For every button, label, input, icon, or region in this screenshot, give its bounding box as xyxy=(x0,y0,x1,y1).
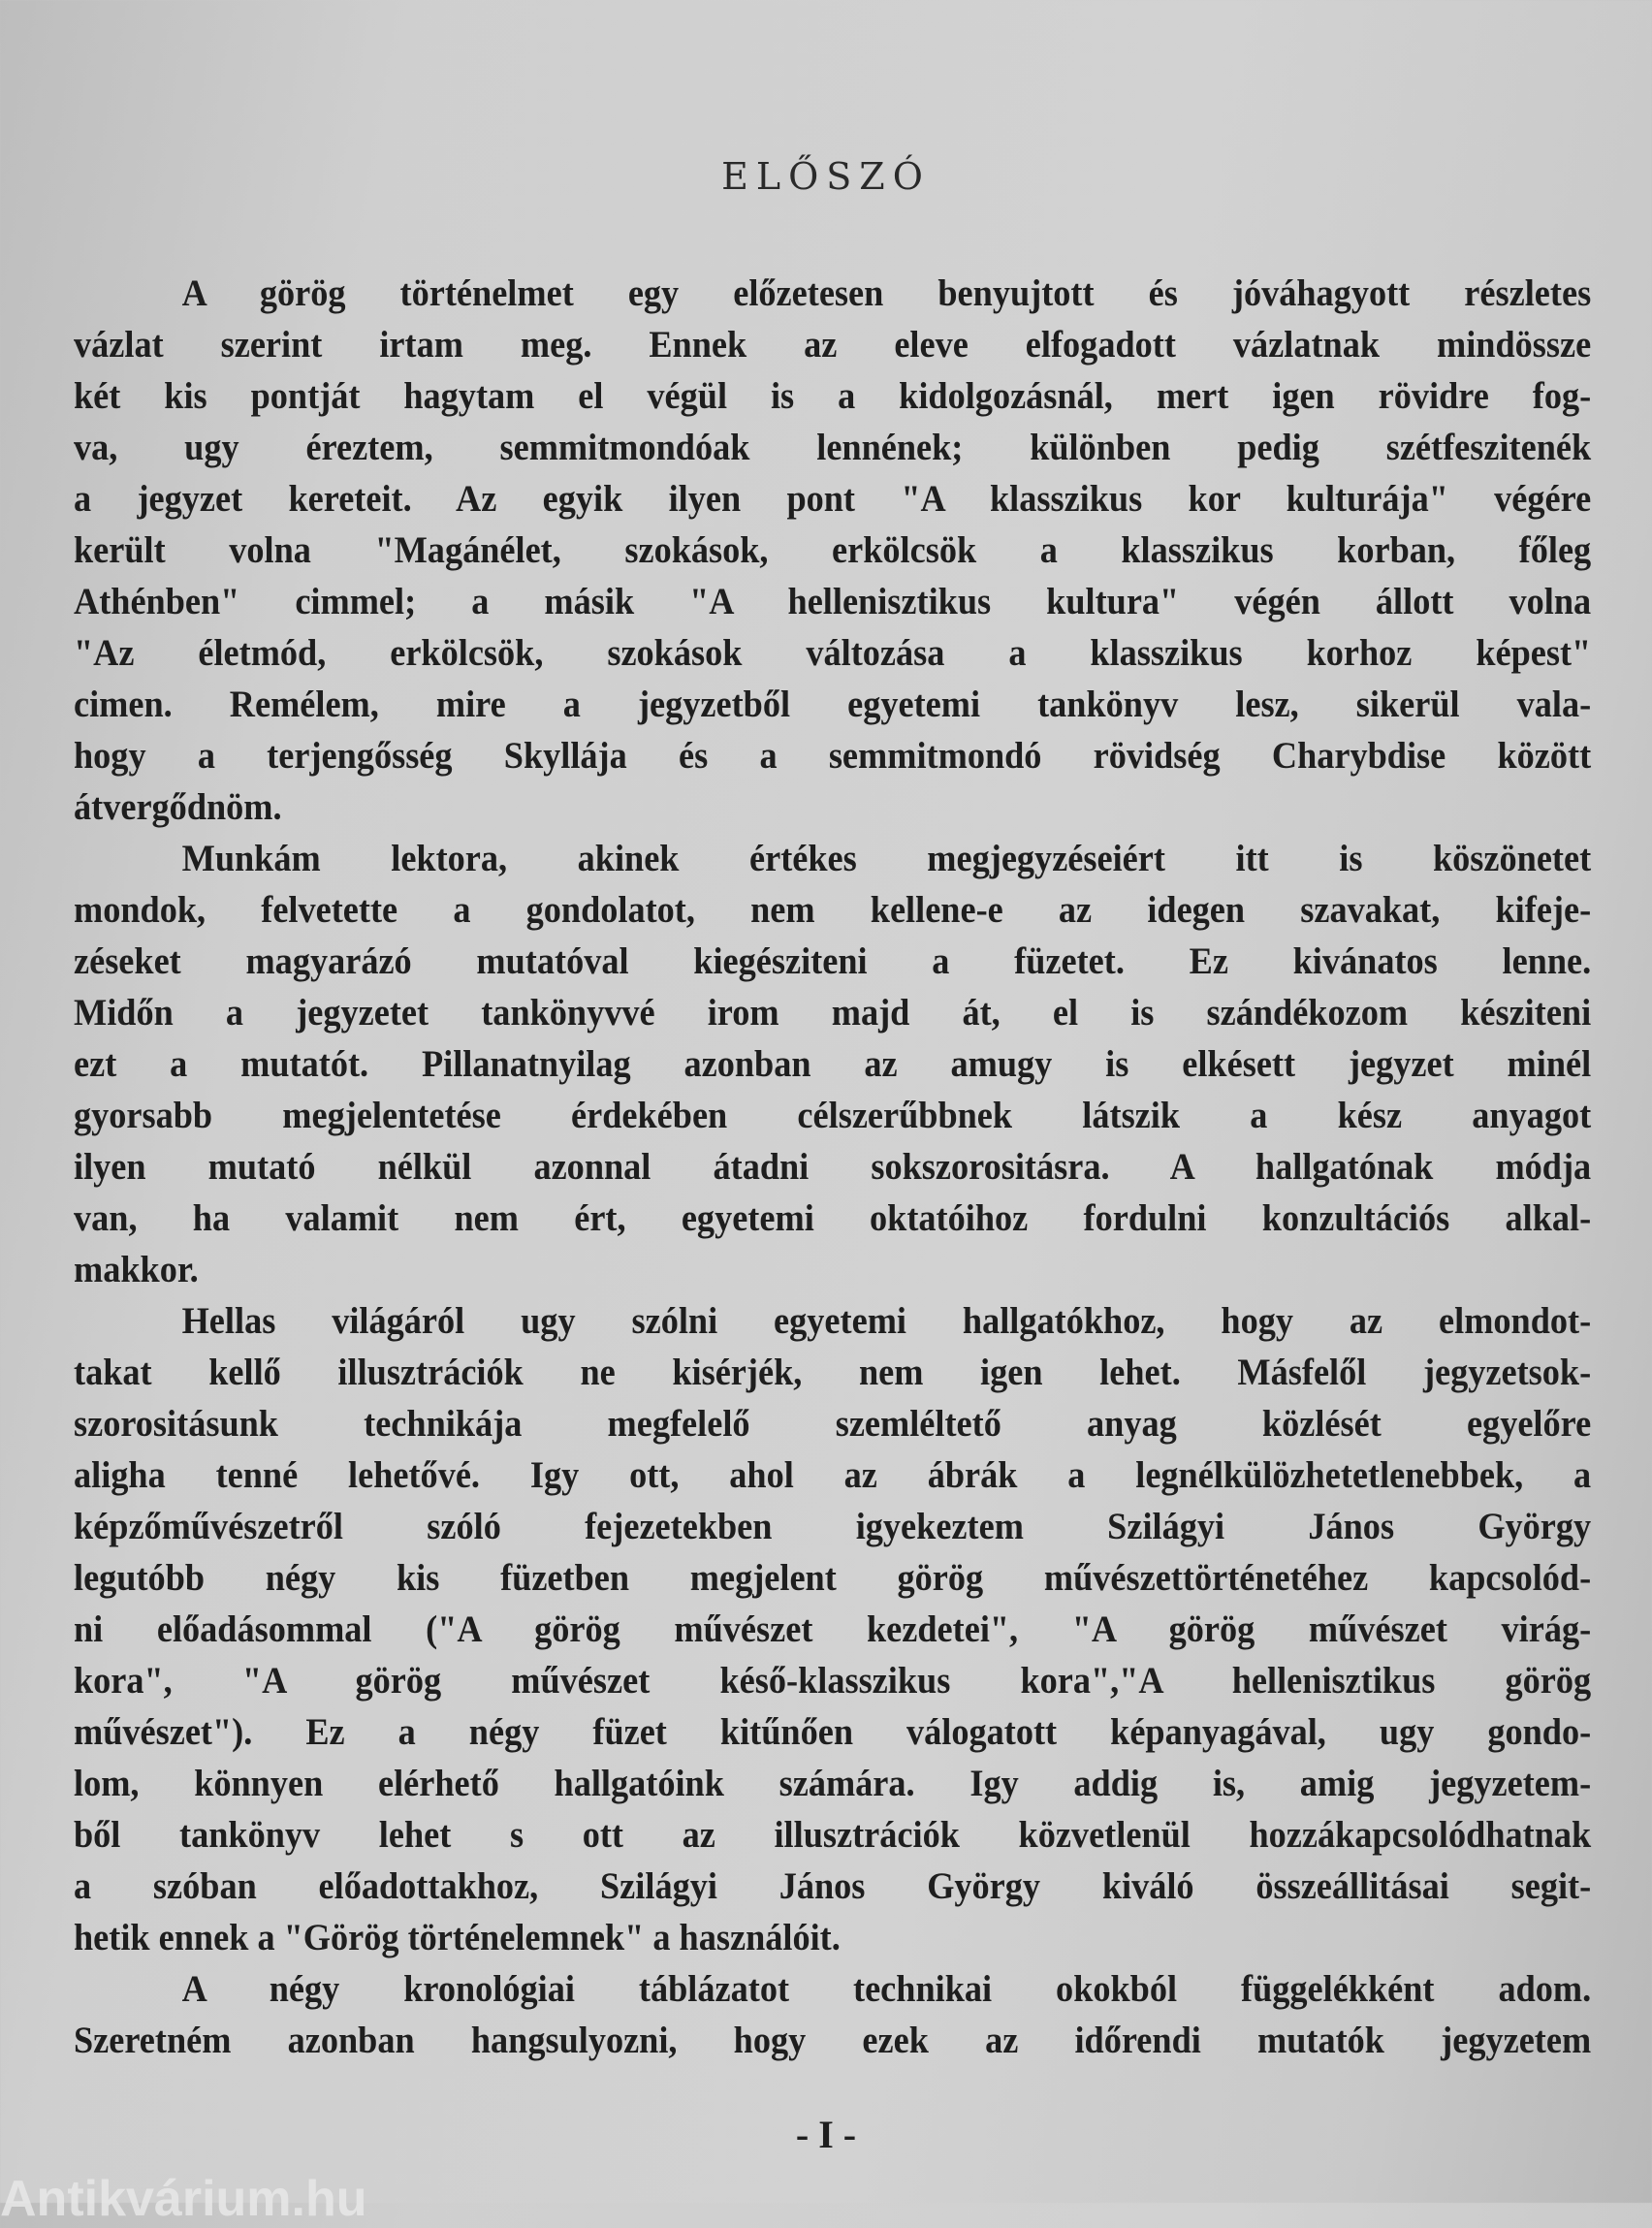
text-line: a szóban előadottakhoz, Szilágyi János György kiváló összeállitásai segit- xyxy=(74,1865,1592,1907)
text-line: makkor. xyxy=(74,1249,199,1290)
page-number: - I - xyxy=(795,2113,857,2156)
text-line: A görög történelmet egy előzetesen benyujtott és jóváhagyott részletes xyxy=(181,272,1592,314)
text-line: A négy kronológiai táblázatot technikai okokból függelékként adom. xyxy=(181,1968,1592,2010)
text-line: gyorsabb megjelentetése érdekében célszerűbbnek látszik a kész anyagot xyxy=(74,1095,1592,1136)
text-line: kora", "A görög művészet késő-klasszikus kora","A hellenisztikus görög xyxy=(74,1660,1592,1702)
text-line: lom, könnyen elérhető hallgatóink számára. Igy addig is, amig jegyzetem- xyxy=(74,1763,1592,1804)
text-line: Midőn a jegyzetet tankönyvvé irom majd át, el is szándékozom késziteni xyxy=(74,992,1592,1034)
text-line: takat kellő illusztrációk ne kisérjék, nem igen lehet. Másfelől jegyzetsok- xyxy=(74,1352,1592,1393)
watermark: Antikvárium.hu xyxy=(0,2171,367,2227)
text-line: került volna "Magánélet, szokások, erkölcsök a klasszikus korban, főleg xyxy=(74,529,1592,571)
text-line: mondok, felvetette a gondolatot, nem kellene-e az idegen szavakat, kifeje- xyxy=(74,889,1592,931)
text-line: Athénben" cimmel; a másik "A hellenisztikus kultura" végén állott volna xyxy=(74,581,1592,622)
text-line: képzőművészetről szóló fejezetekben igyekeztem Szilágyi János György xyxy=(74,1506,1592,1547)
text-line: ezt a mutatót. Pillanatnyilag azonban az amugy is elkésett jegyzet minél xyxy=(74,1043,1592,1085)
text-line: két kis pontját hagytam el végül is a kidolgozásnál, mert igen rövidre fog- xyxy=(74,375,1592,417)
text-line: vázlat szerint irtam meg. Ennek az eleve elfogadott vázlatnak mindössze xyxy=(74,324,1592,366)
document-body xyxy=(74,268,1591,2066)
text-line: va, ugy éreztem, semmitmondóak lennének; különben pedig szétfeszitenék xyxy=(74,427,1592,468)
text-line: hetik ennek a "Görög történelemnek" a használóit. xyxy=(74,1917,841,1958)
page-title: ELŐSZÓ xyxy=(721,155,931,198)
text-line: legutóbb négy kis füzetben megjelent görög művészettörténetéhez kapcsolód- xyxy=(74,1557,1592,1599)
text-line: ni előadásommal ("A görög művészet kezdetei", "A görög művészet virág- xyxy=(74,1608,1592,1650)
text-line: hogy a terjengősség Skyllája és a semmitmondó rövidség Charybdise között xyxy=(74,735,1592,777)
text-line: aligha tenné lehetővé. Igy ott, ahol az ábrák a legnélkülözhetetlenebbek, a xyxy=(74,1454,1592,1496)
text-line: Hellas világáról ugy szólni egyetemi hallgatókhoz, hogy az elmondot- xyxy=(181,1300,1592,1342)
text-line: cimen. Remélem, mire a jegyzetből egyetemi tankönyv lesz, sikerül vala- xyxy=(74,684,1592,725)
text-line: van, ha valamit nem ért, egyetemi oktatóihoz fordulni konzultációs alkal- xyxy=(74,1197,1592,1239)
text-line: művészet"). Ez a négy füzet kitűnően válogatott képanyagával, ugy gondo- xyxy=(74,1711,1592,1753)
text-line: "Az életmód, erkölcsök, szokások változása a klasszikus korhoz képest" xyxy=(74,632,1592,674)
text-line: zéseket magyarázó mutatóval kiegésziteni a füzetet. Ez kivánatos lenne. xyxy=(74,940,1592,982)
text-line: ilyen mutató nélkül azonnal átadni sokszorositásra. A hallgatónak módja xyxy=(74,1146,1592,1188)
text-line: Munkám lektora, akinek értékes megjegyzéseiért itt is köszönetet xyxy=(181,838,1592,879)
text-line: ből tankönyv lehet s ott az illusztrációk közvetlenül hozzákapcsolódhatnak xyxy=(74,1814,1592,1856)
text-line: Szeretném azonban hangsulyozni, hogy ezek az időrendi mutatók jegyzetem xyxy=(74,2020,1592,2061)
text-line: szorositásunk technikája megfelelő szemléltető anyag közlését egyelőre xyxy=(74,1403,1592,1445)
text-line: a jegyzet kereteit. Az egyik ilyen pont "A klasszikus kor kulturája" végére xyxy=(74,478,1592,520)
text-line: átvergődnöm. xyxy=(74,786,282,828)
